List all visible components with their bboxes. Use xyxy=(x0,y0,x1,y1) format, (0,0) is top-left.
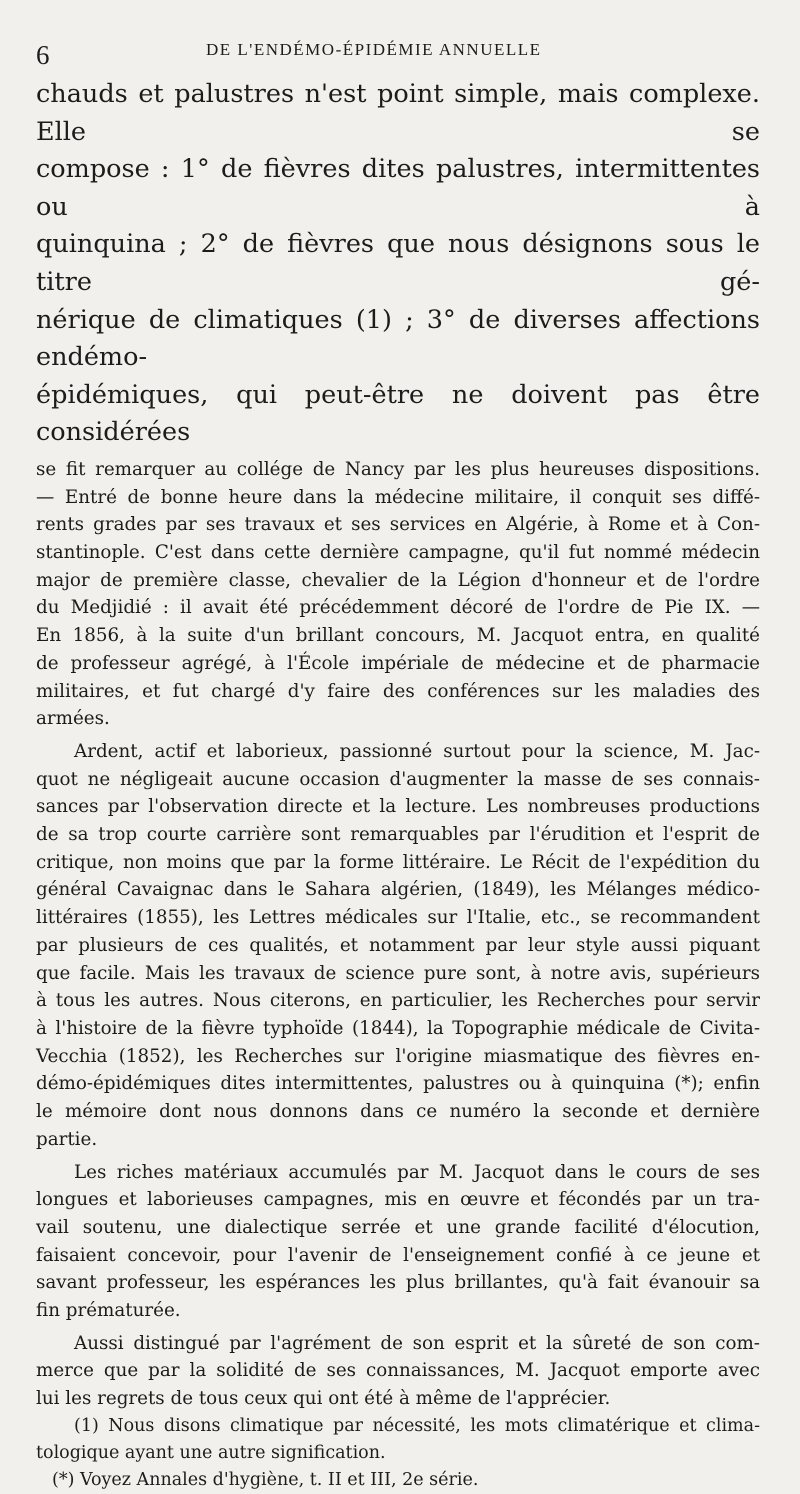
text-line: longues et laborieuses campagnes, mis en œuvre et fécondés par un tra- xyxy=(36,1189,760,1211)
text-line: que facile. Mais les travaux de science pure sont, à notre avis, supérieurs xyxy=(36,962,760,984)
text-line: le mémoire dont nous donnons dans ce numéro la seconde et dernière xyxy=(36,1101,760,1123)
text-line: nérique de climatiques (1) ; 3° de diverses affections endémo- xyxy=(36,304,760,373)
text-line: Aussi distingué par l'agrément de son esprit et la sûreté de son com- xyxy=(74,1332,760,1354)
text-line: merce que par la solidité de ses connaissances, M. Jacquot emporte avec xyxy=(36,1360,760,1382)
text-line: épidémiques, qui peut-être ne doivent pas être considérées xyxy=(36,379,760,448)
text-line: savant professeur, les espérances les plus brillantes, qu'à fait évanouir sa xyxy=(36,1272,760,1294)
text-line: armées. xyxy=(36,708,110,730)
text-line: général Cavaignac dans le Sahara algérien, (1849), les Mélanges médico- xyxy=(36,879,760,901)
text-line: En 1856, à la suite d'un brillant concours, M. Jacquot entra, en qualité xyxy=(36,625,760,647)
text-line: Ardent, actif et laborieux, passionné surtout pour la science, M. Jac- xyxy=(74,740,760,762)
text-line: de professeur agrégé, à l'École impériale de médecine et de pharmacie xyxy=(36,652,760,674)
text-line: compose : 1° de fièvres dites palustres, intermittentes ou à xyxy=(36,154,760,222)
text-line: se fit remarquer au collége de Nancy par les plus heureuses dispositions. xyxy=(36,458,760,480)
footnote-line: (1) Nous disons climatique par nécessité, les mots climatérique et clima- xyxy=(74,1415,760,1436)
paragraph xyxy=(36,456,760,733)
text-line: rents grades par ses travaux et ses services en Algérie, à Rome et à Con- xyxy=(36,514,760,536)
text-line: quinquina ; 2° de fièvres que nous désignons sous le titre gé- xyxy=(36,229,760,297)
page-number: 6 xyxy=(36,40,50,70)
obituary-block xyxy=(36,456,760,1413)
text-line: partie. xyxy=(36,1128,98,1150)
text-line: de sa trop courte carrière sont remarquables par l'érudition et l'esprit de xyxy=(36,824,760,846)
text-line: par plusieurs de ces qualités, et notamment par leur style aussi piquant xyxy=(36,934,760,956)
text-line: Les riches matériaux accumulés par M. Jacquot dans le cours de ses xyxy=(74,1161,760,1183)
text-line: Vecchia (1852), les Recherches sur l'origine miasmatique des fièvres en- xyxy=(36,1045,760,1067)
text-line: démo-épidémiques dites intermittentes, palustres ou à quinquina (*); enfin xyxy=(36,1073,760,1095)
text-line: militaires, et fut chargé d'y faire des conférences sur les maladies des xyxy=(36,680,760,702)
footnotes xyxy=(36,1413,760,1494)
text-line: stantinople. C'est dans cette dernière campagne, qu'il fut nommé médecin xyxy=(36,542,760,564)
text-line: à l'histoire de la fièvre typhoïde (1844), la Topographie médicale de Civita- xyxy=(36,1018,760,1039)
paragraph xyxy=(36,1159,760,1325)
text-line: lui les regrets de tous ceux qui ont été à même de l'apprécier. xyxy=(36,1388,611,1410)
footnote-reference: (*) Voyez Annales d'hygiène, t. II et III, 2e série. xyxy=(52,1469,479,1490)
text-line: major de première classe, chevalier de la Légion d'honneur et de l'ordre xyxy=(36,569,760,591)
text-line: critique, non moins que par la forme littéraire. Le Récit de l'expédition du xyxy=(36,851,760,873)
text-line: faisaient concevoir, pour l'avenir de l'enseignement confié à ce jeune et xyxy=(36,1244,760,1266)
footnote-line: tologique ayant une autre signification. xyxy=(36,1442,386,1463)
text-line: quot ne négligeait aucune occasion d'augmenter la masse de ses connais- xyxy=(36,768,760,790)
text-line: littéraires (1855), les Lettres médicales sur l'Italie, etc., se recommandent xyxy=(36,907,760,929)
text-line: chauds et palustres n'est point simple, mais complexe. Elle se xyxy=(36,79,760,147)
text-line: sances par l'observation directe et la lecture. Les nombreuses productions xyxy=(36,796,760,818)
text-line: vail soutenu, une dialectique serrée et une grande facilité d'élocution, xyxy=(36,1216,760,1238)
paragraph xyxy=(36,738,760,1154)
paragraph xyxy=(36,1330,760,1413)
text-line: du Medjidié : il avait été précédemment décoré de l'ordre de Pie IX. — xyxy=(36,597,760,619)
text-line: — Entré de bonne heure dans la médecine militaire, il conquit ses diffé- xyxy=(36,486,760,508)
main-text-block xyxy=(36,76,760,452)
text-line: à tous les autres. Nous citerons, en particulier, les Recherches pour servir xyxy=(36,990,760,1012)
page-header xyxy=(36,36,760,76)
running-title: DE L'ENDÉMO-ÉPIDÉMIE ANNUELLE xyxy=(206,40,542,59)
text-line: fin prématurée. xyxy=(36,1300,181,1322)
